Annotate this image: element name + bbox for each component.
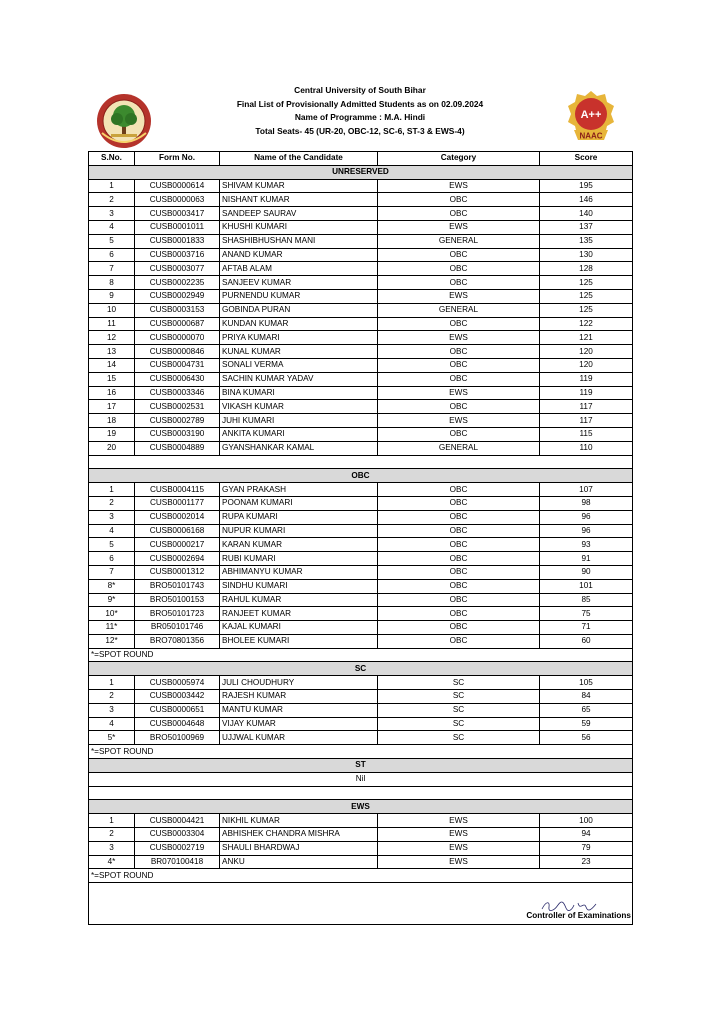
cell-form-no: CUSB0000063 xyxy=(135,193,220,207)
table-row xyxy=(89,607,633,621)
cell-category: SC xyxy=(378,703,540,717)
cell-candidate-name: UJJWAL KUMAR xyxy=(220,731,378,745)
column-header-category: Category xyxy=(378,152,540,166)
cell-form-no: CUSB0002719 xyxy=(135,841,220,855)
table-row xyxy=(89,690,633,704)
cell-form-no: CUSB0003716 xyxy=(135,248,220,262)
cell-sno: 3 xyxy=(89,841,135,855)
cell-form-no: CUSB0005974 xyxy=(135,676,220,690)
cell-category: SC xyxy=(378,690,540,704)
section-title: EWS xyxy=(89,800,633,814)
spot-round-note-row xyxy=(89,869,633,883)
cell-category: OBC xyxy=(378,193,540,207)
cell-category: EWS xyxy=(378,828,540,842)
cell-sno: 9* xyxy=(89,593,135,607)
cell-score: 117 xyxy=(540,414,633,428)
cell-candidate-name: BINA KUMARI xyxy=(220,386,378,400)
cell-sno: 11* xyxy=(89,621,135,635)
cell-score: 90 xyxy=(540,565,633,579)
cell-candidate-name: RAJESH KUMAR xyxy=(220,690,378,704)
cell-candidate-name: SINDHU KUMARI xyxy=(220,579,378,593)
cell-category: OBC xyxy=(378,207,540,221)
cell-candidate-name: SHASHIBHUSHAN MANI xyxy=(220,234,378,248)
spot-round-note-row xyxy=(89,648,633,662)
cell-candidate-name: ABHIMANYU KUMAR xyxy=(220,565,378,579)
section-title: SC xyxy=(89,662,633,676)
cell-form-no: BR070100418 xyxy=(135,855,220,869)
programme-name: Name of Programme : M.A. Hindi xyxy=(294,112,426,122)
cell-score: 107 xyxy=(540,483,633,497)
cell-candidate-name: RUBI KUMARI xyxy=(220,552,378,566)
cell-score: 56 xyxy=(540,731,633,745)
cell-score: 75 xyxy=(540,607,633,621)
table-row xyxy=(89,855,633,869)
cell-candidate-name: KHUSHI KUMARI xyxy=(220,220,378,234)
cell-sno: 4 xyxy=(89,220,135,234)
cell-sno: 6 xyxy=(89,248,135,262)
cell-form-no: BRO50101723 xyxy=(135,607,220,621)
cell-score: 120 xyxy=(540,345,633,359)
cell-category: EWS xyxy=(378,289,540,303)
cell-candidate-name: MANTU KUMAR xyxy=(220,703,378,717)
cell-form-no: CUSB0003417 xyxy=(135,207,220,221)
cell-category: EWS xyxy=(378,386,540,400)
cell-score: 117 xyxy=(540,400,633,414)
cell-candidate-name: JUHI KUMARI xyxy=(220,414,378,428)
cell-form-no: CUSB0000687 xyxy=(135,317,220,331)
cell-sno: 3 xyxy=(89,703,135,717)
cell-sno: 12* xyxy=(89,634,135,648)
table-row xyxy=(89,400,633,414)
cell-form-no: CUSB0002531 xyxy=(135,400,220,414)
cell-form-no: CUSB0000846 xyxy=(135,345,220,359)
table-row xyxy=(89,441,633,455)
cell-form-no: CUSB0004421 xyxy=(135,814,220,828)
table-row xyxy=(89,841,633,855)
table-row xyxy=(89,634,633,648)
cell-category: OBC xyxy=(378,317,540,331)
cell-score: 122 xyxy=(540,317,633,331)
section-header-obc xyxy=(89,469,633,483)
cell-sno: 17 xyxy=(89,400,135,414)
spot-round-note: *=SPOT ROUND xyxy=(89,745,633,759)
cell-sno: 7 xyxy=(89,565,135,579)
table-row xyxy=(89,510,633,524)
cell-candidate-name: ANAND KUMAR xyxy=(220,248,378,262)
cell-category: OBC xyxy=(378,552,540,566)
svg-text:NAAC: NAAC xyxy=(579,131,603,141)
table-row xyxy=(89,496,633,510)
table-row xyxy=(89,703,633,717)
table-row xyxy=(89,552,633,566)
cell-candidate-name: KAJAL KUMARI xyxy=(220,621,378,635)
cell-form-no: CUSB0002235 xyxy=(135,276,220,290)
cell-score: 120 xyxy=(540,358,633,372)
cell-category: OBC xyxy=(378,538,540,552)
svg-text:A++: A++ xyxy=(580,109,602,121)
university-name: Central University of South Bihar xyxy=(294,85,426,95)
cell-sno: 16 xyxy=(89,386,135,400)
cell-sno: 13 xyxy=(89,345,135,359)
table-row xyxy=(89,676,633,690)
cell-candidate-name: BHOLEE KUMARI xyxy=(220,634,378,648)
cell-score: 121 xyxy=(540,331,633,345)
cell-score: 125 xyxy=(540,289,633,303)
cell-score: 91 xyxy=(540,552,633,566)
table-row xyxy=(89,303,633,317)
table-row xyxy=(89,828,633,842)
cell-sno: 1 xyxy=(89,179,135,193)
cell-form-no: CUSB0000217 xyxy=(135,538,220,552)
cell-form-no: CUSB0001177 xyxy=(135,496,220,510)
section-header-sc xyxy=(89,662,633,676)
cell-category: OBC xyxy=(378,262,540,276)
cell-category: OBC xyxy=(378,565,540,579)
cell-score: 100 xyxy=(540,814,633,828)
cell-sno: 10* xyxy=(89,607,135,621)
section-title: UNRESERVED xyxy=(89,165,633,179)
cell-sno: 9 xyxy=(89,289,135,303)
cell-candidate-name: JULI CHOUDHURY xyxy=(220,676,378,690)
cell-sno: 11 xyxy=(89,317,135,331)
cell-candidate-name: VIJAY KUMAR xyxy=(220,717,378,731)
cell-score: 84 xyxy=(540,690,633,704)
cell-candidate-name: KARAN KUMAR xyxy=(220,538,378,552)
cell-score: 65 xyxy=(540,703,633,717)
cell-category: EWS xyxy=(378,414,540,428)
cell-category: SC xyxy=(378,717,540,731)
cell-category: EWS xyxy=(378,331,540,345)
cell-score: 98 xyxy=(540,496,633,510)
table-row xyxy=(89,179,633,193)
cell-category: OBC xyxy=(378,579,540,593)
cell-score: 125 xyxy=(540,276,633,290)
admission-table xyxy=(88,151,633,925)
cell-candidate-name: GYANSHANKAR KAMAL xyxy=(220,441,378,455)
cell-form-no: CUSB0003442 xyxy=(135,690,220,704)
cell-category: EWS xyxy=(378,220,540,234)
cell-form-no: BRO50101743 xyxy=(135,579,220,593)
cell-score: 115 xyxy=(540,427,633,441)
cell-sno: 1 xyxy=(89,814,135,828)
cell-form-no: CUSB0006168 xyxy=(135,524,220,538)
cell-category: EWS xyxy=(378,841,540,855)
column-header-name: Name of the Candidate xyxy=(220,152,378,166)
spacer-row xyxy=(89,455,633,469)
cell-sno: 14 xyxy=(89,358,135,372)
table-row xyxy=(89,358,633,372)
cell-sno: 7 xyxy=(89,262,135,276)
cell-form-no: CUSB0004889 xyxy=(135,441,220,455)
table-row xyxy=(89,483,633,497)
spacer-row xyxy=(89,786,633,800)
cell-score: 59 xyxy=(540,717,633,731)
cell-category: OBC xyxy=(378,358,540,372)
cell-score: 119 xyxy=(540,386,633,400)
cell-category: OBC xyxy=(378,524,540,538)
cell-category: OBC xyxy=(378,248,540,262)
cell-sno: 1 xyxy=(89,676,135,690)
cell-candidate-name: NUPUR KUMARI xyxy=(220,524,378,538)
cell-form-no: BRO50100969 xyxy=(135,731,220,745)
section-header-unreserved xyxy=(89,165,633,179)
cell-candidate-name: RANJEET KUMAR xyxy=(220,607,378,621)
cell-form-no: CUSB0003304 xyxy=(135,828,220,842)
nil-row xyxy=(89,772,633,786)
section-header-st xyxy=(89,759,633,773)
cell-sno: 12 xyxy=(89,331,135,345)
cell-form-no: CUSB0002014 xyxy=(135,510,220,524)
cell-form-no: CUSB0003346 xyxy=(135,386,220,400)
cell-score: 94 xyxy=(540,828,633,842)
cell-sno: 4 xyxy=(89,717,135,731)
cell-sno: 2 xyxy=(89,690,135,704)
column-header-sno: S.No. xyxy=(89,152,135,166)
section-header-ews xyxy=(89,800,633,814)
cell-score: 130 xyxy=(540,248,633,262)
cell-form-no: BRO70801356 xyxy=(135,634,220,648)
cell-candidate-name: VIKASH KUMAR xyxy=(220,400,378,414)
cell-score: 101 xyxy=(540,579,633,593)
spot-round-note-row xyxy=(89,745,633,759)
cell-sno: 15 xyxy=(89,372,135,386)
cell-candidate-name: AFTAB ALAM xyxy=(220,262,378,276)
cell-sno: 5 xyxy=(89,234,135,248)
cell-category: SC xyxy=(378,676,540,690)
cell-form-no: CUSB0000614 xyxy=(135,179,220,193)
cell-form-no: CUSB0004731 xyxy=(135,358,220,372)
cell-candidate-name: ANKITA KUMARI xyxy=(220,427,378,441)
cell-score: 79 xyxy=(540,841,633,855)
cell-category: GENERAL xyxy=(378,303,540,317)
nil-text: Nil xyxy=(89,772,633,786)
cell-category: OBC xyxy=(378,483,540,497)
cell-category: OBC xyxy=(378,607,540,621)
cell-form-no: CUSB0002789 xyxy=(135,414,220,428)
cell-sno: 2 xyxy=(89,193,135,207)
cell-form-no: CUSB0003153 xyxy=(135,303,220,317)
cell-candidate-name: SHIVAM KUMAR xyxy=(220,179,378,193)
list-title: Final List of Provisionally Admitted Students as on 02.09.2024 xyxy=(236,98,484,109)
cell-candidate-name: RAHUL KUMAR xyxy=(220,593,378,607)
controller-of-examinations: Controller of Examinations xyxy=(89,883,633,925)
cell-sno: 6 xyxy=(89,552,135,566)
cell-sno: 19 xyxy=(89,427,135,441)
cell-category: OBC xyxy=(378,621,540,635)
table-row xyxy=(89,317,633,331)
table-row xyxy=(89,414,633,428)
cell-candidate-name: GYAN PRAKASH xyxy=(220,483,378,497)
total-seats: Total Seats- 45 (UR-20, OBC-12, SC-6, ST-3 & EWS-4) xyxy=(255,125,465,136)
cell-score: 23 xyxy=(540,855,633,869)
table-row xyxy=(89,621,633,635)
cell-candidate-name: NIKHIL KUMAR xyxy=(220,814,378,828)
cell-score: 110 xyxy=(540,441,633,455)
table-row xyxy=(89,248,633,262)
cell-form-no: CUSB0001312 xyxy=(135,565,220,579)
table-row xyxy=(89,717,633,731)
cell-form-no: CUSB0000070 xyxy=(135,331,220,345)
cell-category: EWS xyxy=(378,179,540,193)
cell-score: 71 xyxy=(540,621,633,635)
cell-sno: 10 xyxy=(89,303,135,317)
cell-candidate-name: RUPA KUMARI xyxy=(220,510,378,524)
cell-score: 96 xyxy=(540,524,633,538)
cell-candidate-name: GOBINDA PURAN xyxy=(220,303,378,317)
cell-score: 60 xyxy=(540,634,633,648)
cell-candidate-name: SONALI VERMA xyxy=(220,358,378,372)
table-row xyxy=(89,193,633,207)
cell-candidate-name: KUNDAN KUMAR xyxy=(220,317,378,331)
cell-form-no: BR050101746 xyxy=(135,621,220,635)
table-row xyxy=(89,386,633,400)
cell-category: OBC xyxy=(378,593,540,607)
cell-candidate-name: SANDEEP SAURAV xyxy=(220,207,378,221)
cell-form-no: CUSB0000651 xyxy=(135,703,220,717)
section-title: ST xyxy=(89,759,633,773)
cell-candidate-name: POONAM KUMARI xyxy=(220,496,378,510)
cell-form-no: CUSB0003190 xyxy=(135,427,220,441)
cell-category: OBC xyxy=(378,372,540,386)
cell-candidate-name: ABHISHEK CHANDRA MISHRA xyxy=(220,828,378,842)
cell-sno: 8* xyxy=(89,579,135,593)
cell-form-no: CUSB0004648 xyxy=(135,717,220,731)
spacer-cell xyxy=(89,455,633,469)
cell-category: GENERAL xyxy=(378,234,540,248)
cell-category: GENERAL xyxy=(378,441,540,455)
table-row xyxy=(89,234,633,248)
cell-sno: 20 xyxy=(89,441,135,455)
column-header-form-no: Form No. xyxy=(135,152,220,166)
cell-sno: 18 xyxy=(89,414,135,428)
cell-candidate-name: PURNENDU KUMAR xyxy=(220,289,378,303)
cell-score: 128 xyxy=(540,262,633,276)
cell-score: 137 xyxy=(540,220,633,234)
cell-category: OBC xyxy=(378,427,540,441)
table-row xyxy=(89,262,633,276)
cell-sno: 2 xyxy=(89,828,135,842)
table-row xyxy=(89,593,633,607)
cell-candidate-name: ANKU xyxy=(220,855,378,869)
column-header-score: Score xyxy=(540,152,633,166)
cell-form-no: CUSB0003077 xyxy=(135,262,220,276)
cell-sno: 5 xyxy=(89,538,135,552)
cell-score: 146 xyxy=(540,193,633,207)
cell-form-no: BRO50100153 xyxy=(135,593,220,607)
table-row xyxy=(89,524,633,538)
cell-category: EWS xyxy=(378,814,540,828)
document-header xyxy=(88,84,632,152)
cell-category: OBC xyxy=(378,496,540,510)
cell-form-no: CUSB0002949 xyxy=(135,289,220,303)
table-row xyxy=(89,731,633,745)
cell-candidate-name: NISHANT KUMAR xyxy=(220,193,378,207)
cell-sno: 4* xyxy=(89,855,135,869)
cell-candidate-name: SACHIN KUMAR YADAV xyxy=(220,372,378,386)
cell-category: OBC xyxy=(378,510,540,524)
table-row xyxy=(89,345,633,359)
table-row xyxy=(89,814,633,828)
cell-candidate-name: SANJEEV KUMAR xyxy=(220,276,378,290)
cell-category: OBC xyxy=(378,634,540,648)
cell-score: 195 xyxy=(540,179,633,193)
cell-category: SC xyxy=(378,731,540,745)
cell-score: 119 xyxy=(540,372,633,386)
cell-sno: 1 xyxy=(89,483,135,497)
section-title: OBC xyxy=(89,469,633,483)
table-row xyxy=(89,289,633,303)
table-row xyxy=(89,331,633,345)
cell-sno: 8 xyxy=(89,276,135,290)
cell-category: OBC xyxy=(378,345,540,359)
spot-round-note: *=SPOT ROUND xyxy=(89,648,633,662)
cell-form-no: CUSB0001011 xyxy=(135,220,220,234)
cell-form-no: CUSB0001833 xyxy=(135,234,220,248)
table-row xyxy=(89,276,633,290)
cell-score: 135 xyxy=(540,234,633,248)
signature-icon xyxy=(540,897,600,915)
cell-candidate-name: PRIYA KUMARI xyxy=(220,331,378,345)
table-row xyxy=(89,538,633,552)
table-row xyxy=(89,372,633,386)
table-row xyxy=(89,579,633,593)
table-row xyxy=(89,207,633,221)
cell-score: 96 xyxy=(540,510,633,524)
cell-sno: 5* xyxy=(89,731,135,745)
cell-form-no: CUSB0002694 xyxy=(135,552,220,566)
table-row xyxy=(89,427,633,441)
table-header-row xyxy=(89,152,633,166)
cell-score: 105 xyxy=(540,676,633,690)
cell-candidate-name: SHAULI BHARDWAJ xyxy=(220,841,378,855)
cell-category: EWS xyxy=(378,855,540,869)
spacer-cell xyxy=(89,786,633,800)
cell-candidate-name: KUNAL KUMAR xyxy=(220,345,378,359)
spot-round-note: *=SPOT ROUND xyxy=(89,869,633,883)
cell-score: 140 xyxy=(540,207,633,221)
cell-sno: 2 xyxy=(89,496,135,510)
table-row xyxy=(89,220,633,234)
cell-category: OBC xyxy=(378,276,540,290)
cell-sno: 3 xyxy=(89,207,135,221)
cell-sno: 4 xyxy=(89,524,135,538)
cell-sno: 3 xyxy=(89,510,135,524)
cell-category: OBC xyxy=(378,400,540,414)
cell-score: 125 xyxy=(540,303,633,317)
cell-form-no: CUSB0004115 xyxy=(135,483,220,497)
cell-score: 85 xyxy=(540,593,633,607)
cell-form-no: CUSB0006430 xyxy=(135,372,220,386)
table-row xyxy=(89,565,633,579)
cell-score: 93 xyxy=(540,538,633,552)
